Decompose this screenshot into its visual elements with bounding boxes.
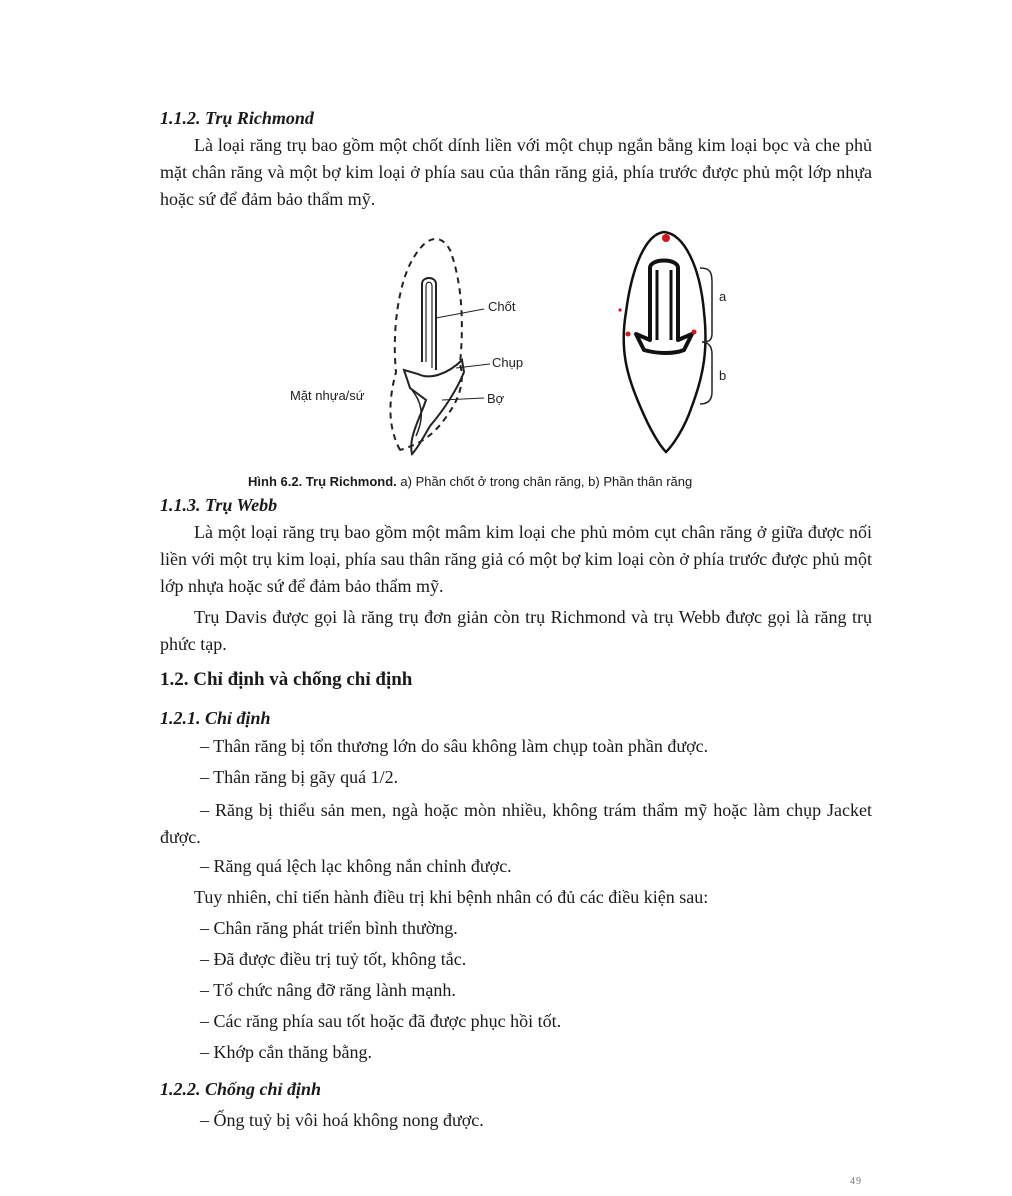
heading-webb: 1.1.3. Trụ Webb [160,495,278,515]
facing-line [412,390,421,436]
condition-item-4: – Các răng phía sau tốt hoặc đã được phục hồi tốt. [200,1011,562,1031]
tooth-outline [624,232,706,452]
heading-chi-dinh-chong-chi-dinh: 1.2. Chỉ định và chống chỉ định [160,669,413,690]
red-mark-dot [618,308,621,311]
condition-item-5: – Khớp cắn thăng bằng. [200,1042,372,1062]
richmond-figure [280,222,760,464]
figure-caption [248,474,692,489]
condition-item-1: – Chân răng phát triển bình thường. [200,918,458,938]
para-webb-2: Trụ Davis được gọi là răng trụ đơn giản còn trụ Richmond và trụ Webb được gọi là răng trụ phức tạp. [160,607,872,654]
contraindication-item-1: – Ống tuỷ bị vôi hoá không nong được. [200,1110,484,1130]
indication-item-2: – Thân răng bị gãy quá 1/2. [200,767,399,787]
condition-item-2: – Đã được điều trị tuỷ tốt, không tắc. [200,949,467,969]
condition-intro: Tuy nhiên, chỉ tiến hành điều trị khi bệnh nhân có đủ các điều kiện sau: [194,887,709,907]
label-a: a [719,289,727,304]
cap-backing-shape [404,360,464,454]
red-mark-left [626,332,631,337]
label-bo: Bợ [487,391,505,406]
figure-caption-bold: Hình 6.2. Trụ Richmond. [248,474,397,489]
indication-item-4: – Răng quá lệch lạc không nắn chỉnh được. [200,856,512,876]
post-channel-outline [636,261,692,354]
page-number: 49 [850,1176,862,1187]
condition-item-3: – Tổ chức nâng đỡ răng lành mạnh. [200,980,456,1000]
red-mark-right [692,330,697,335]
leader-chot [436,309,484,318]
para-richmond: Là loại răng trụ bao gồm một chốt dính liền với một chụp ngắn bằng kim loại bọc và che phủ mặt chân răng và một bợ kim loại ở phía sau của thân răng giả, phía trước được phủ một lớp nhựa hoặc sứ để đảm bảo thẩm mỹ. [160,135,872,209]
indication-item-1: – Thân răng bị tổn thương lớn do sâu không làm chụp toàn phần được. [200,736,709,756]
red-mark-top [662,234,670,242]
heading-chong-chi-dinh: 1.2.2. Chống chỉ định [160,1079,322,1099]
post-shape [422,278,436,370]
label-chot: Chốt [488,299,516,314]
label-chup: Chụp [492,355,524,370]
post-inner [426,282,432,368]
heading-richmond: 1.1.2. Trụ Richmond [160,108,314,128]
figure-caption-rest: a) Phần chốt ở trong chân răng, b) Phần thân răng [396,474,693,489]
heading-chi-dinh: 1.2.1. Chỉ định [160,708,271,728]
label-mat-nhua-su: Mặt nhựa/sứ [290,388,365,403]
leader-bo [442,398,484,400]
indication-item-3: – Răng bị thiểu sản men, ngà hoặc mòn nhiều, không trám thẩm mỹ hoặc làm chụp Jacket được. [160,800,872,847]
para-webb-1: Là một loại răng trụ bao gồm một mâm kim loại che phủ mỏm cụt chân răng ở giữa được nối liền với một trụ kim loại, phía sau thân răng giả có một bợ kim loại còn ở phía trước được phủ một lớp nhựa hoặc sứ để đảm bảo thẩm mỹ. [160,522,872,596]
label-b: b [719,368,727,383]
